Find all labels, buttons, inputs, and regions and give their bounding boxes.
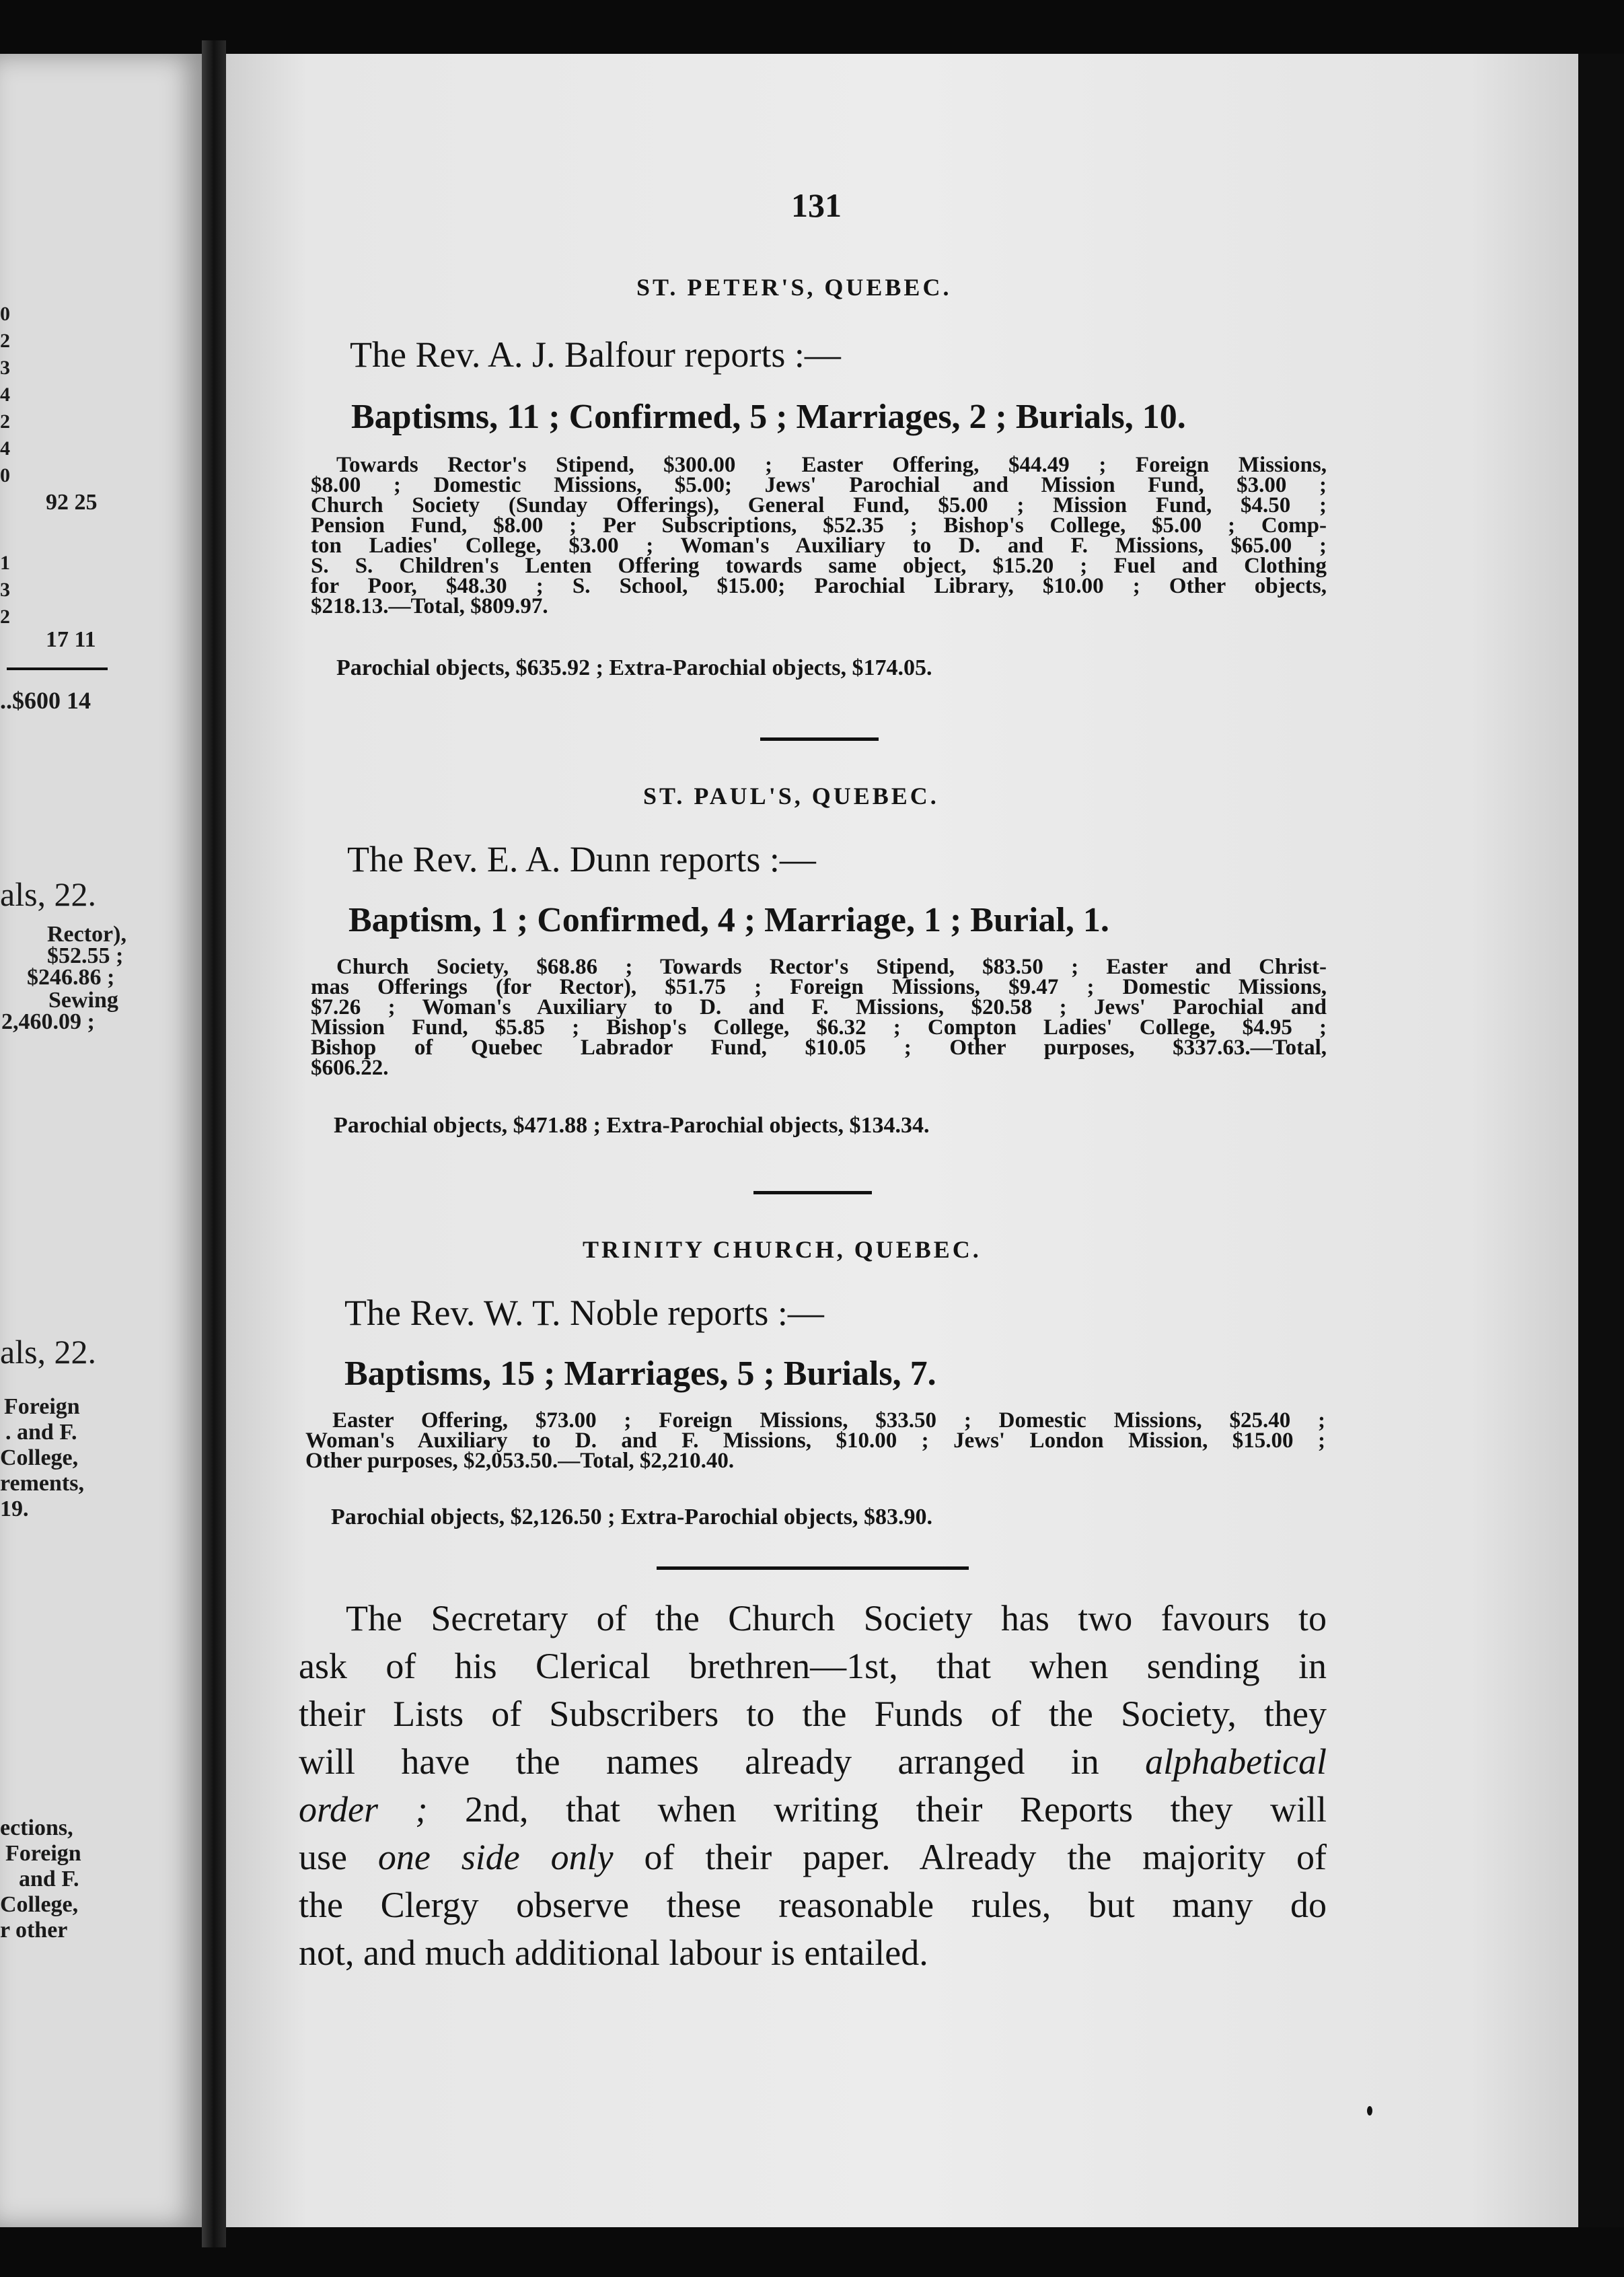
book-gutter — [202, 40, 226, 2247]
statistics-line: Baptisms, 11 ; Confirmed, 5 ; Marriages, 2 ; Burials, 10. — [351, 398, 1186, 436]
detail-line: Woman's Auxiliary to D. and F. Missions, $10.00 ; Jews' London Mission, $15.00 ; — [305, 1429, 1325, 1453]
left-fragment: Rector), — [47, 922, 126, 947]
left-fragment: 4 — [0, 437, 10, 460]
left-fragment: 3 — [0, 579, 10, 601]
left-fragment: als, 22. — [0, 1333, 97, 1371]
left-rule — [7, 667, 108, 670]
left-fragment: r other — [0, 1918, 68, 1943]
detail-line: Towards Rector's Stipend, $300.00 ; Easter Offering, $44.49 ; Foreign Missions, — [336, 453, 1327, 477]
section-heading: ST. PETER'S, QUEBEC. — [636, 274, 952, 301]
left-fragment: als, 22. — [0, 875, 97, 913]
section-divider — [760, 737, 879, 741]
left-fragment: $52.55 ; — [47, 943, 124, 968]
left-fragment: Foreign — [4, 1394, 80, 1419]
left-fragment: 2,460.09 ; — [1, 1009, 95, 1034]
left-fragment: ections, — [0, 1815, 73, 1840]
detail-line: Bishop of Quebec Labrador Fund, $10.05 ; Other purposes, $337.63.—Total, — [311, 1036, 1327, 1060]
reporter-line: The Rev. E. A. Dunn reports :— — [347, 839, 816, 879]
objects-summary: Parochial objects, $635.92 ; Extra-Parochial objects, $174.05. — [336, 655, 932, 680]
contributions-detail — [311, 957, 1327, 1078]
reporter-line: The Rev. A. J. Balfour reports :— — [350, 334, 841, 375]
detail-line: mas Offerings (for Rector), $51.75 ; Foreign Missions, $9.47 ; Domestic Missions, — [311, 975, 1327, 999]
detail-line: Mission Fund, $5.85 ; Bishop's College, $6.32 ; Compton Ladies' College, $4.95 ; — [311, 1015, 1327, 1040]
left-fragment: ..$600 14 — [0, 687, 91, 714]
page-number: 131 — [791, 186, 842, 224]
detail-line: $606.22. — [311, 1056, 389, 1080]
left-fragment: 19. — [0, 1496, 29, 1521]
ink-speck — [1367, 2106, 1372, 2116]
left-fragment: Sewing — [48, 988, 118, 1013]
left-page-fragment — [0, 54, 202, 2227]
detail-line: S. S. Children's Lenten Offering towards same object, $15.20 ; Fuel and Clothing — [311, 554, 1327, 578]
detail-line: Church Society, $68.86 ; Towards Rector's Stipend, $83.50 ; Easter and Christ- — [336, 955, 1327, 979]
left-fragment: . and F. — [5, 1420, 77, 1445]
left-fragment: 4 — [0, 384, 10, 406]
detail-line: Other purposes, $2,053.50.—Total, $2,210.40. — [305, 1449, 735, 1473]
notice-line: their Lists of Subscribers to the Funds of the Society, they — [299, 1694, 1327, 1734]
reporter-line: The Rev. W. T. Noble reports :— — [344, 1293, 824, 1333]
left-fragment: 92 25 — [46, 490, 98, 515]
statistics-line: Baptisms, 15 ; Marriages, 5 ; Burials, 7. — [344, 1354, 936, 1393]
left-fragment: 3 — [0, 357, 10, 379]
left-fragment: 2 — [0, 606, 10, 628]
notice-line: not, and much additional labour is entailed. — [299, 1932, 928, 1973]
left-fragment: $246.86 ; — [27, 965, 115, 990]
left-fragment: 0 — [0, 303, 10, 325]
detail-line: $8.00 ; Domestic Missions, $5.00; Jews' Parochial and Mission Fund, $3.00 ; — [311, 473, 1327, 497]
left-fragment: Foreign — [5, 1841, 81, 1866]
section-heading: ST. PAUL'S, QUEBEC. — [643, 783, 939, 809]
left-fragment: 2 — [0, 330, 10, 352]
detail-line: Easter Offering, $73.00 ; Foreign Missions, $33.50 ; Domestic Missions, $25.40 ; — [332, 1408, 1325, 1433]
left-fragment: 0 — [0, 464, 10, 486]
left-fragment: rements, — [0, 1471, 84, 1496]
section-divider — [753, 1191, 872, 1194]
detail-line: $7.26 ; Woman's Auxiliary to D. and F. Missions, $20.58 ; Jews' Parochial and — [311, 995, 1327, 1019]
detail-line: $218.13.—Total, $809.97. — [311, 594, 548, 618]
notice-line: order ; 2nd, that when writing their Reports they will — [299, 1789, 1327, 1830]
statistics-line: Baptism, 1 ; Confirmed, 4 ; Marriage, 1 ; Burial, 1. — [348, 901, 1109, 939]
contributions-detail — [305, 1410, 1325, 1471]
notice-line: The Secretary of the Church Society has two favours to — [346, 1598, 1327, 1638]
book-page — [226, 54, 1578, 2227]
contributions-detail — [311, 455, 1327, 616]
detail-line: for Poor, $48.30 ; S. School, $15.00; Parochial Library, $10.00 ; Other objects, — [311, 574, 1327, 598]
objects-summary: Parochial objects, $471.88 ; Extra-Parochial objects, $134.34. — [334, 1113, 930, 1138]
detail-line: ton Ladies' College, $3.00 ; Woman's Auxiliary to D. and F. Missions, $65.00 ; — [311, 534, 1327, 558]
notice-line: ask of his Clerical brethren—1st, that when sending in — [299, 1646, 1327, 1686]
section-heading: TRINITY CHURCH, QUEBEC. — [583, 1236, 982, 1263]
left-fragment: College, — [0, 1892, 79, 1917]
left-fragment: 1 — [0, 552, 10, 574]
left-fragment: 2 — [0, 410, 10, 433]
page-edge — [1578, 54, 1624, 2227]
left-fragment: 17 11 — [46, 627, 96, 652]
left-fragment: College, — [0, 1445, 79, 1470]
secretary-notice — [299, 1595, 1327, 1977]
left-fragment: and F. — [19, 1867, 79, 1891]
detail-line: Church Society (Sunday Offerings), General Fund, $5.00 ; Mission Fund, $4.50 ; — [311, 493, 1327, 517]
objects-summary: Parochial objects, $2,126.50 ; Extra-Parochial objects, $83.90. — [331, 1505, 932, 1529]
detail-line: Pension Fund, $8.00 ; Per Subscriptions, $52.35 ; Bishop's College, $5.00 ; Comp- — [311, 513, 1327, 538]
notice-line: use one side only of their paper. Already the majority of — [299, 1837, 1327, 1877]
notice-line: will have the names already arranged in alphabetical — [299, 1741, 1327, 1782]
notice-line: the Clergy observe these reasonable rules, but many do — [299, 1885, 1327, 1925]
section-divider — [657, 1566, 969, 1570]
